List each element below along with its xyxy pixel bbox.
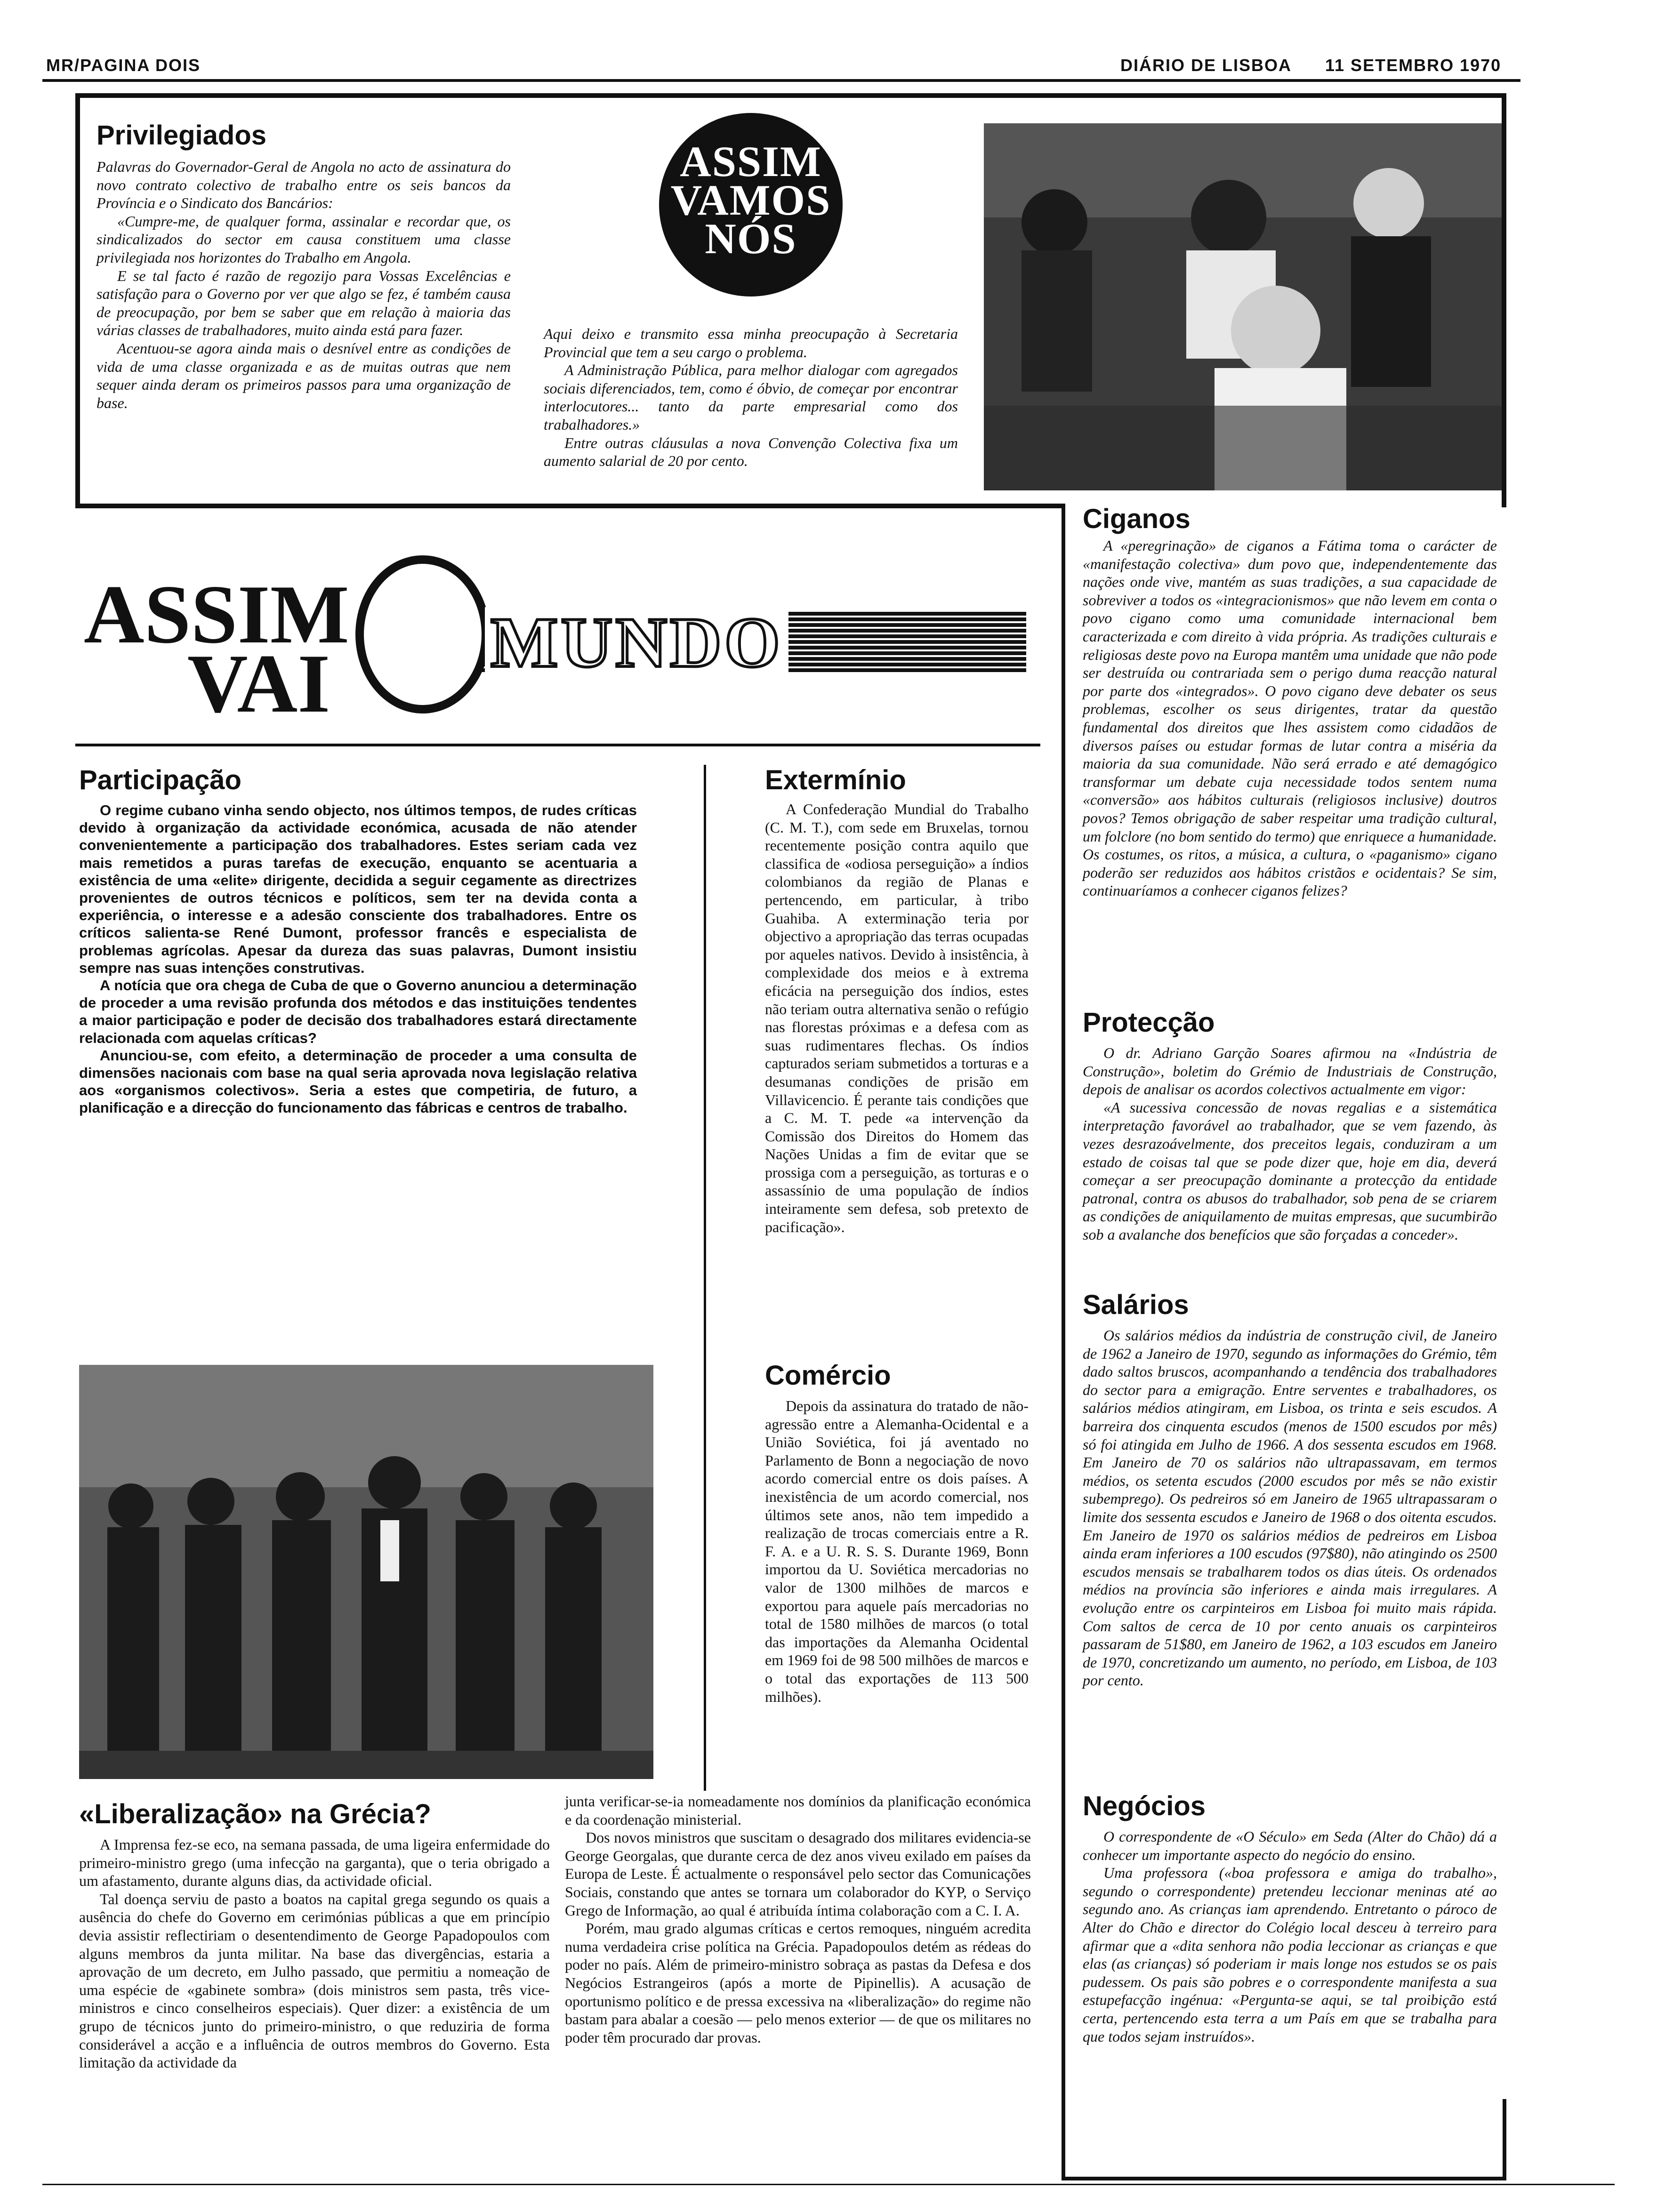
right-box-bottom	[1062, 2177, 1506, 2180]
proteccao-body	[1083, 1044, 1497, 1244]
group-photo-angola	[984, 123, 1502, 490]
negocios-p1: O correspondente de «O Século» em Seda (Alter do Chão) dá a conhecer um importante aspecto do negócio do ensino.	[1083, 1828, 1497, 1863]
negocios-body	[1083, 1827, 1497, 2045]
box-left-border	[75, 93, 80, 507]
privilegiados-p4: Acentuou-se agora ainda mais o desnível entre as condições de vida de uma classe organizada e as de muitas outras que nem sequer ainda deram os primeiros passos para uma organização de base.	[97, 339, 511, 411]
privilegiados-p2: «Cumpre-me, de qualquer forma, assinalar e recordar que, os sindicalizados do sector em causa constituem uma classe privilegiada nos horizontes do Trabalho em Angola.	[97, 212, 511, 266]
newspaper-name: DIÁRIO DE LISBOA	[1120, 56, 1292, 75]
stamp-line1: ASSIM	[680, 137, 822, 185]
stamp-line3: NÓS	[705, 215, 797, 263]
banner-vai: VAI	[187, 637, 330, 730]
officials-group-photo	[79, 1365, 653, 1779]
comercio-title: Comércio	[765, 1360, 891, 1391]
participacao-p3: Anunciou-se, com efeito, a determinação de proceder a uma consulta de dimensões nacionais com base na qual seria aprovada nova legislação relativa aos «organismos colectivos». Seria a estes que competiria, de futuro, a planificação e a direcção do funcionamento das fábricas e centros de trabalho.	[79, 1047, 637, 1116]
privilegiados-title: Privilegiados	[97, 120, 267, 151]
group-photo-figures	[984, 123, 1502, 490]
grecia-title: «Liberalização» na Grécia?	[79, 1799, 431, 1829]
participacao-body	[79, 801, 637, 1117]
right-box-edge	[1503, 2099, 1506, 2180]
privilegiados-p5: Aqui deixo e transmito essa minha preocupação à Secretaria Provincial que tem a seu cargo o problema.	[544, 325, 958, 361]
page-bottom-rule	[42, 2184, 1615, 2185]
privilegiados-p3: E se tal facto é razão de regozijo para Vossas Excelências e satisfação para o Governo por ver que algo se fez, é também causa de preocupação, por bem se saber que em relação à maioria das várias classes de trabalhadores, muito ainda está para fazer.	[97, 267, 511, 339]
privilegiados-p1: Palavras do Governador-Geral de Angola no acto de assinatura do novo contrato colectivo de trabalho entre os seis bancos da Província e o Sindicato dos Bancários:	[97, 158, 511, 212]
box-right-border	[1502, 93, 1506, 507]
officials-photo-figures	[79, 1365, 653, 1779]
grecia-p1: A Imprensa fez-se eco, na semana passada, de uma ligeira enfermidade do primeiro-ministro grego (uma infecção na garganta), que o teria obrigado a um afastamento, durante alguns dias, da actividade oficial.	[79, 1836, 550, 1890]
exterminio-title: Extermínio	[765, 765, 906, 795]
grecia-p4: Dos novos ministros que suscitam o desagrado dos militares evidencia-se George Georgalas, que durante cerca de dez anos viveu exilado em países da Europa de Leste. É actualmente o responsável pelo sector das Comunicações Sociais, constando que antes se tornara um colaborador do KYP, o Serviço Grego de Informação, ao qual é atribuída íntima colaboração com a C. I. A.	[565, 1829, 1031, 1919]
grecia-p5: Porém, mau grado algumas críticas e certos remoques, ninguém acredita numa verdadeira crise política na Grécia. Papadopoulos detém as rédeas do poder no país. Além de primeiro-ministro sobraça as pastas da Defesa e dos Negócios Estrangeiros (após a morte de Pipinellis). A acusação de oportunismo político e de pressa excessiva na «liberalização» do regime não bastam para abalar a coesão — pelo menos exterior — de que os militares no poder têm procurado dar provas.	[565, 1920, 1031, 2046]
grecia-p2: Tal doença serviu de pasto a boatos na capital grega segundo os quais a ausência do chefe do Governo em cerimónias públicas a que em princípio devia assistir reflectiriam o desentendimento de George Papadopoulos com alguns membros da junta militar. Na base das divergências, estaria a aprovação de um decreto, em Julho passado, que permitiu a nomeação de uma espécie de «gabinete sombra» (dois ministros sem pasta, três vice-ministros e cinco conselheiros especiais). Quer dizer: a existência de um grupo de técnicos junto do primeiro-ministro, o que reduziria de forma considerável a acção e a influência de outros membros do Governo. Esta limitação da actividade da	[79, 1890, 550, 2071]
issue-date: 11 SETEMBRO 1970	[1325, 56, 1502, 75]
right-column-rule	[1062, 504, 1065, 2179]
proteccao-title: Protecção	[1083, 1007, 1215, 1038]
banner-assim: ASSIM	[84, 568, 349, 661]
privilegiados-col1	[97, 158, 511, 412]
ciganos-p1: A «peregrinação» de ciganos a Fátima toma o carácter de «manifestação colectiva» dum povo que, independentemente das nações onde vive, mantém as suas tradições, a sua capacidade de sobreviver a todos os «integracionismos» que não levem em conta o povo cigano como uma comunidade internacional bem caracterizada e com direito à vida própria. As tradições culturais e religiosas deste povo na Europa mantêm uma unidade que não pode ser destruída ou contrariada sem o perigo duma reacção natural por parte dos «integrados». O povo cigano deve debater os seus problemas, escolher os seus dirigentes, tratar da questão fundamental dos direitos que lhes assistem como cidadãos de diversos países ou estudar formas de lutar contra a miséria da maioria da sua comunidade. Não será errado e até demagógico transformar um debate cuja necessidade todos sentem numa «conversão» aos hábitos culturais (religiosos inclusive) doutros povos? Temos obrigação de saber respeitar uma tradição cultural, um folclore (no bom sentido do termo) que enriquece a humanidade. Os costumes, os ritos, a música, a cultura, o «paganismo» cigano poderão ser reduzidos aos hábitos cristãos e ocidentais? Se sim, continuaríamos a conhecer ciganos felizes?	[1083, 537, 1497, 899]
stamp-line2: VAMOS	[670, 176, 831, 224]
privilegiados-p6: A Administração Pública, para melhor dialogar com agregados sociais diferenciados, tem, como é óbvio, de começar por encontrar interlocutores... tanto da parte empresarial como dos trabalhadores.»	[544, 361, 958, 433]
salarios-p1: Os salários médios da indústria de construção civil, de Janeiro de 1962 a Janeiro de 1970, segundo as informações do Grémio, têm dado saltos bruscos, acompanhando a tendência dos trabalhadores do sector para a emigração. Entre serventes e trabalhadores, os salários médios atingiram, em Lisboa, os trinta e seis escudos. A barreira dos cinquenta escudos (menos de 1500 escudos por mês) só foi atingida em Julho de 1966. A dos sessenta escudos em 1968. Em Janeiro de 70 os salários não ultrapassavam, em termos médios, os setenta escudos (2000 escudos por mês se não existir subemprego). Os pedreiros só em Janeiro de 1965 ultrapassaram o limite dos sessenta escudos e Janeiro de 1968 o dos oitenta escudos. Em Janeiro de 1970 os salários médios de pedreiros em Lisboa ainda eram inferiores a 100 escudos (97$80), não atingindo os 2500 escudos mensais se trabalharem todos os dias úteis. Os ordenados médios na província são inferiores e ainda mais irregulares. A evolução entre os carpinteiros em Lisboa foi muito mais rápida. Com saltos de cerca de 10 por cento anuais os carpinteiros passaram de 51$80, em Janeiro de 1962, a 103 escudos em Janeiro de 1970, concretizando um aumento, no período, em Lisboa, de 103 por cento.	[1083, 1327, 1497, 1689]
ciganos-title: Ciganos	[1083, 504, 1190, 534]
grecia-col2	[565, 1792, 1031, 2046]
salarios-title: Salários	[1083, 1290, 1189, 1320]
privilegiados-col2	[544, 325, 958, 470]
negocios-title: Negócios	[1083, 1791, 1206, 1821]
column-rule-middle	[704, 765, 706, 1791]
banner-mundo: MUNDO	[485, 607, 788, 678]
privilegiados-p7: Entre outras cláusulas a nova Convenção Colectiva fixa um aumento salarial de 20 por cento.	[544, 434, 958, 470]
banner-o-ring	[355, 555, 490, 713]
header-rule	[42, 79, 1520, 82]
negocios-p2: Uma professora («boa professora e amiga do trabalho», segundo o correspondente) pretendeu leccionar meninas até ao segundo ano. As crianças iam aprendendo. Entretanto o pároco de Alter do Chão e director do Colégio local desceu à terreiro para afirmar que a «dita senhora não podia leccionar as crianças e que elas (as crianças) só poderiam ir mais longe nos estudos se os pais pudessem. Os pais são pobres e o correspondente manifesta a sua estupefacção ingénua: «Pergunta-se aqui, se tal proibição está certa, pertencendo esta terra a um País em que se trabalha para que todos sejam instruídos».	[1083, 1864, 1497, 2045]
box-bottom-border	[75, 504, 1064, 508]
salarios-body	[1083, 1326, 1497, 1690]
participacao-title: Participação	[79, 765, 241, 795]
exterminio-p1: A Confederação Mundial do Trabalho (C. M. T.), com sede em Bruxelas, tornou recentemente posição contra aquilo que classifica de «odiosa perseguição» a índios colombianos da região de Planas e pertencendo, em particular, à tribo Guahiba. A exterminação teria por objectivo a apropriação das terras ocupadas por aqueles nativos. Devido à insistência, à complexidade dos meios e à extrema eficácia na perseguição dos índios, estes não teriam outra alternativa senão o refúgio nas florestas próximas e a defesa com as suas rudimentares flechas. Os índios capturados seriam submetidos a torturas e a desumanas condições de prisão em Villavicencio. É perante tais condições que a C. M. T. pede «a intervenção da Comissão dos Direitos do Homem das Nações Unidas a fim de evitar que se prossiga com a perseguição, as torturas e o assassínio de uma população de índios inteiramente sem defesa, sob pretexto de pacificação».	[765, 801, 1029, 1235]
assim-vamos-nos-stamp	[659, 113, 843, 297]
page-label: MR/PAGINA DOIS	[46, 56, 201, 75]
ciganos-body	[1083, 537, 1497, 900]
grecia-p3: junta verificar-se-ia nomeadamente nos domínios da planificação económica e da coordenação ministerial.	[565, 1793, 1031, 1828]
exterminio-body	[765, 800, 1029, 1236]
box-top-border	[75, 93, 1506, 98]
proteccao-p2: «A sucessiva concessão de novas regalias e a sistemática interpretação favorável ao trabalhador, que se vem fazendo, às vezes desrazoávelmente, dos preceitos legais, conduziram a um estado de coisas tal que se pode dizer que, hoje em dia, deverá começar a ser preocupação dominante a protecção da entidade patronal, contra os abusos do trabalhador, sob pena de se criarem as condições de aniquilamento de muitas empresas, que sucumbirão sob a avalanche dos benefícios que são forçadas a conceder».	[1083, 1098, 1497, 1243]
banner-bottom-rule	[75, 744, 1040, 746]
participacao-p1: O regime cubano vinha sendo objecto, nos últimos tempos, de rudes críticas devido à organização da actividade económica, acusada de não atender convenientemente a participação dos trabalhadores. Estes seriam cada vez mais remetidos a puras tarefas de execução, enquanto se acentuaria a existência de uma «elite» dirigente, decidida a seguir cegamente as directrizes provenientes de outros técnicos e políticos, sem ter na devida conta a experiência, o interesse e a adesão consciente dos trabalhadores. Entre os críticos salienta-se René Dumont, professor francês e especialista de problemas agrícolas. Apesar da dureza das suas palavras, Dumont insistiu sempre nas suas intenções construtivas.	[79, 802, 637, 976]
proteccao-p1: O dr. Adriano Garção Soares afirmou na «Indústria de Construção», boletim do Grémio de Industriais de Construção, depois de analisar os acordos colectivos actualmente em vigor:	[1083, 1044, 1497, 1098]
comercio-body	[765, 1397, 1029, 1706]
grecia-col1	[79, 1835, 550, 2072]
comercio-p1: Depois da assinatura do tratado de não-agressão entre a Alemanha-Ocidental e a União Soviética, foi já aventado no Parlamento de Bonn a negociação de novo acordo comercial entre os dois países. A inexistência de um acordo comercial, nos últimos sete anos, não tem impedido a realização de trocas comerciais entre a R. F. A. e a U. R. S. S. Durante 1969, Bonn importou da U. Soviética mercadorias no valor de 1300 milhões de marcos e exportou para aquele país mercadorias no total de 1580 milhões de marcos (o total das importações da Alemanha Ocidental em 1969 foi de 98 500 milhões de marcos e o total das exportações de 113 500 milhões).	[765, 1397, 1029, 1705]
participacao-p2: A notícia que ora chega de Cuba de que o Governo anunciou a determinação de proceder a uma revisão profunda dos métodos e das instituições tendentes a maior participação e poder de decisão dos trabalhadores estará directamente relacionada com aquelas críticas?	[79, 977, 637, 1046]
